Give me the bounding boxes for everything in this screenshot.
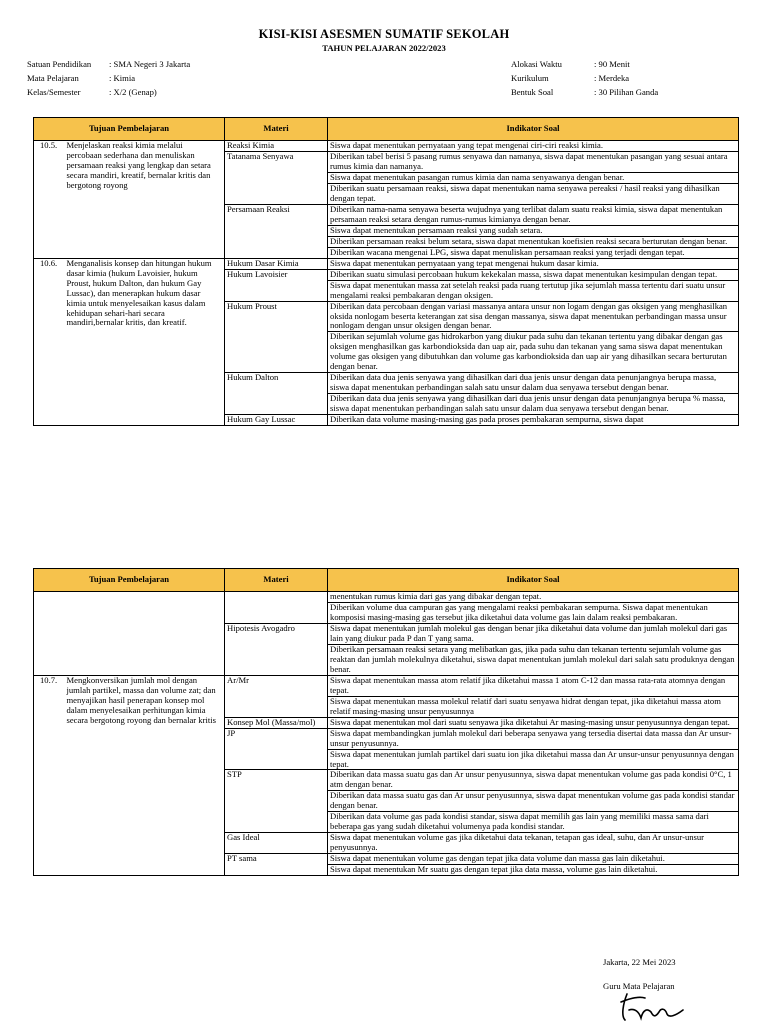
materi-cell: Ar/Mr (225, 675, 328, 717)
table-row (34, 592, 739, 603)
materi-cell: Hipotesis Avogadro (225, 623, 328, 675)
kisi-table-page-2 (33, 568, 739, 876)
indicator-cell: Siswa dapat menentukan massa zat setelah reaksi pada ruang tertutup jika sejumlah massa tertentu dari suatu unsur mengalami reaksi pembakaran dengan oksigen. (328, 280, 739, 301)
meta-value: : 90 Menit (594, 59, 630, 69)
meta-value: : X/2 (Genap) (109, 87, 157, 97)
meta-row-bentuk (511, 85, 658, 99)
indicator-cell: Diberikan persamaan reaksi setara yang melibatkan gas, jika pada suhu dan tekanan tertentu sejumlah volume gas reaktan dan jumlah molekulnya diketahui, siswa dapat menentukan jumlah molekul dari salah satu produknya dengan benar. (328, 644, 739, 675)
indicator-cell: Siswa dapat menentukan volume gas dengan tepat jika data volume dan massa gas lain diketahui. (328, 854, 739, 865)
indicator-cell: Diberikan data dua jenis senyawa yang dihasilkan dari dua jenis unsur dengan data penunjangnya berupa % massa, siswa dapat menentukan perbandingan salah satu unsur dalam dua senyawa tersebut dengan benar. (328, 394, 739, 415)
indicator-cell: Siswa dapat menentukan volume gas jika diketahui data tekanan, tetapan gas ideal, suhu, dan Ar unsur-unsur penyusunnya. (328, 833, 739, 854)
indicator-cell: Diberikan volume dua campuran gas yang mengalami reaksi pembakaran sempurna. Siswa dapat menentukan komposisi masing-masing gas tersebut jika diketahui data volume gas lain dalam reaksi pembakaran. (328, 602, 739, 623)
meta-row-mapel (27, 71, 190, 85)
meta-info-right (511, 57, 658, 99)
meta-row-satuan (27, 57, 190, 71)
indicator-cell: Siswa dapat menentukan persamaan reaksi yang sudah setara. (328, 225, 739, 236)
objective-number: 10.5. (34, 141, 65, 259)
materi-cell: Hukum Dasar Kimia (225, 258, 328, 269)
indicator-cell: Siswa dapat menentukan jumlah molekul gas dengan benar jika diketahui data volume dan jumlah molekul dari gas lain yang diukur pada P dan T yang sama. (328, 623, 739, 644)
materi-cell: Reaksi Kimia (225, 141, 328, 152)
document-subtitle: TAHUN PELAJARAN 2022/2023 (322, 43, 446, 53)
header-tujuan: Tujuan Pembelajaran (34, 569, 225, 592)
meta-key: Alokasi Waktu (511, 59, 562, 69)
materi-cell: Hukum Proust (225, 301, 328, 373)
materi-cell: Persamaan Reaksi (225, 204, 328, 258)
handwritten-signature (617, 990, 687, 1024)
indicator-cell: Diberikan data volume gas pada kondisi standar, siswa dapat memilih gas lain yang memiliki massa sama dari beberapa gas yang sudah diketahui volumenya pada kondisi standar. (328, 812, 739, 833)
place-date: Jakarta, 22 Mei 2023 (603, 957, 676, 967)
meta-row-kelas (27, 85, 190, 99)
materi-cell: JP (225, 728, 328, 770)
indicator-cell: Diberikan data massa suatu gas dan Ar unsur penyusunnya, siswa dapat menentukan volume gas pada kondisi standar dengan benar. (328, 791, 739, 812)
meta-key: Kelas/Semester (27, 87, 81, 97)
header-indikator: Indikator Soal (328, 118, 739, 141)
table-header-row (34, 569, 739, 592)
objective-text: Mengkonversikan jumlah mol dengan jumlah partikel, massa dan volume zat; dan menyajikan hasil penerapan konsep mol dalam menyelesaikan perhitungan kimia secara bergotong royong dan bernalar kritis (65, 675, 225, 875)
document-title: KISI-KISI ASESMEN SUMATIF SEKOLAH (258, 27, 510, 41)
materi-cell: Hukum Gay Lussac (225, 415, 328, 426)
meta-key: Kurikulum (511, 73, 549, 83)
meta-row-alokasi (511, 57, 658, 71)
objective-text: Menganalisis konsep dan hitungan hukum dasar kimia (hukum Lavoisier, hukum Proust, hukum Dalton, dan hukum Gay Lussac), dan menerapkan hukum dasar kimia untuk menyelesaikan kasus dalam kehidupan sehari-hari secara mandiri,bernalar kritis, dan kreatif. (65, 258, 225, 426)
indicator-cell: Siswa dapat menentukan Mr suatu gas dengan tepat jika data massa, volume gas lain diketahui. (328, 865, 739, 876)
header-materi: Materi (225, 569, 328, 592)
meta-row-kurikulum (511, 71, 658, 85)
table-row (34, 675, 739, 696)
indicator-cell: Diberikan persamaan reaksi belum setara, siswa dapat menentukan koefisien reaksi secara berturutan dengan benar. (328, 236, 739, 247)
objective-text-continued (65, 592, 225, 676)
meta-key: Bentuk Soal (511, 87, 554, 97)
indicator-cell: Siswa dapat menentukan pernyataan yang tepat mengenai hukum dasar kimia. (328, 258, 739, 269)
materi-cell: Gas Ideal (225, 833, 328, 854)
indicator-cell: Diberikan data percobaan dengan variasi massanya antara unsur non logam dengan gas oksigen yang menghasilkan oksida nonlogam beserta keterangan zat sisa dengan massanya, siswa dapat menentukan perbandingan massa unsur nonlogam dengan unsur oksigen dengan benar. (328, 301, 739, 332)
materi-cell: PT sama (225, 854, 328, 876)
indicator-cell: Siswa dapat menentukan mol dari suatu senyawa jika diketahui Ar masing-masing unsur penyusunnya dengan tepat. (328, 717, 739, 728)
indicator-cell: Diberikan sejumlah volume gas hidrokarbon yang diukur pada suhu dan tekanan tertentu yang dibakar dengan gas oksigen menghasilkan gas karbondioksida dan uap air, pada suhu dan tekanan yang sama siswa dapat menentukan volume gas oksigen yang dibutuhkan dan volume gas karbondioksida dan uap air yang dihasilkan secara berturutan dengan benar. (328, 332, 739, 373)
materi-cell: STP (225, 770, 328, 833)
objective-number: 10.7. (34, 675, 65, 875)
meta-info-left (27, 57, 190, 99)
indicator-cell: Siswa dapat menentukan pasangan rumus kimia dan nama senyawanya dengan benar. (328, 172, 739, 183)
meta-key: Mata Pelajaran (27, 73, 79, 83)
table-header-row (34, 118, 739, 141)
header-indikator: Indikator Soal (328, 569, 739, 592)
meta-value: : Merdeka (594, 73, 630, 83)
meta-key: Satuan Pendidikan (27, 59, 92, 69)
materi-cell: Tatanama Senyawa (225, 151, 328, 204)
indicator-cell: Siswa dapat menentukan massa molekul relatif dari suatu senyawa hidrat dengan tepat, jika diketahui massa atom relatif masing-masing unsur penyusunnya (328, 696, 739, 717)
meta-value: : 30 Pilihan Ganda (594, 87, 659, 97)
header-tujuan: Tujuan Pembelajaran (34, 118, 225, 141)
indicator-cell: Diberikan suatu simulasi percobaan hukum kekekalan massa, siswa dapat menentukan kesimpulan dengan tepat. (328, 269, 739, 280)
materi-cell: Hukum Dalton (225, 373, 328, 415)
objective-number-continued (34, 592, 65, 676)
indicator-cell: Diberikan suatu persamaan reaksi, siswa dapat menentukan nama senyawa pereaksi / hasil reaksi yang dihasilkan dengan tepat. (328, 183, 739, 204)
meta-value: : Kimia (109, 73, 136, 83)
kisi-table-page-1 (33, 117, 739, 426)
materi-cell: Konsep Mol (Massa/mol) (225, 717, 328, 728)
header-materi: Materi (225, 118, 328, 141)
indicator-cell: Diberikan data massa suatu gas dan Ar unsur penyusunnya, siswa dapat menentukan volume gas pada kondisi 0°C, 1 atm dengan benar. (328, 770, 739, 791)
indicator-cell: Siswa dapat menentukan jumlah partikel dari suatu ion jika diketahui massa dan Ar unsur-unsur penyusunnya dengan tepat. (328, 749, 739, 770)
materi-cell-continued (225, 592, 328, 624)
indicator-cell: menentukan rumus kimia dari gas yang dibakar dengan tepat. (328, 592, 739, 603)
indicator-cell: Siswa dapat menentukan pernyataan yang tepat mengenai ciri-ciri reaksi kimia. (328, 141, 739, 152)
indicator-cell: Siswa dapat membandingkan jumlah molekul dari beberapa senyawa yang tersedia disertai data massa dan Ar unsur-unsur penyusunnya. (328, 728, 739, 749)
indicator-cell: Diberikan tabel berisi 5 pasang rumus senyawa dan namanya, siswa dapat menentukan pasangan yang sesuai antara rumus kimia dan namanya. (328, 151, 739, 172)
table-row (34, 141, 739, 152)
indicator-cell: Diberikan data volume masing-masing gas pada proses pembakaran sempurna, siswa dapat (328, 415, 739, 426)
objective-text: Menjelaskan reaksi kimia melalui percobaan sederhana dan menuliskan persamaan reaksi yang lengkap dan setara secara mandiri, kreatif, bernalar kritis dan bergotong royong (65, 141, 225, 259)
meta-value: : SMA Negeri 3 Jakarta (109, 59, 191, 69)
indicator-cell: Diberikan data dua jenis senyawa yang dihasilkan dari dua jenis unsur dengan data penunjangnya berupa massa, siswa dapat menentukan perbandingan salah satu unsur dalam dua senyawa tersebut dengan benar. (328, 373, 739, 394)
objective-number: 10.6. (34, 258, 65, 426)
indicator-cell: Diberikan wacana mengenai LPG, siswa dapat menuliskan persamaan reaksi yang terjadi dengan tepat. (328, 247, 739, 258)
signer-role: Guru Mata Pelajaran (603, 981, 675, 991)
indicator-cell: Siswa dapat menentukan massa atom relatif jika diketahui massa 1 atom C-12 dan massa rata-rata atomnya dengan tepat. (328, 675, 739, 696)
materi-cell: Hukum Lavoisier (225, 269, 328, 301)
indicator-cell: Diberikan nama-nama senyawa beserta wujudnya yang terlibat dalam suatu reaksi kimia, siswa dapat menentukan persamaan reaksi setara dengan rumus-rumus kimianya dengan benar. (328, 204, 739, 225)
table-row (34, 258, 739, 269)
